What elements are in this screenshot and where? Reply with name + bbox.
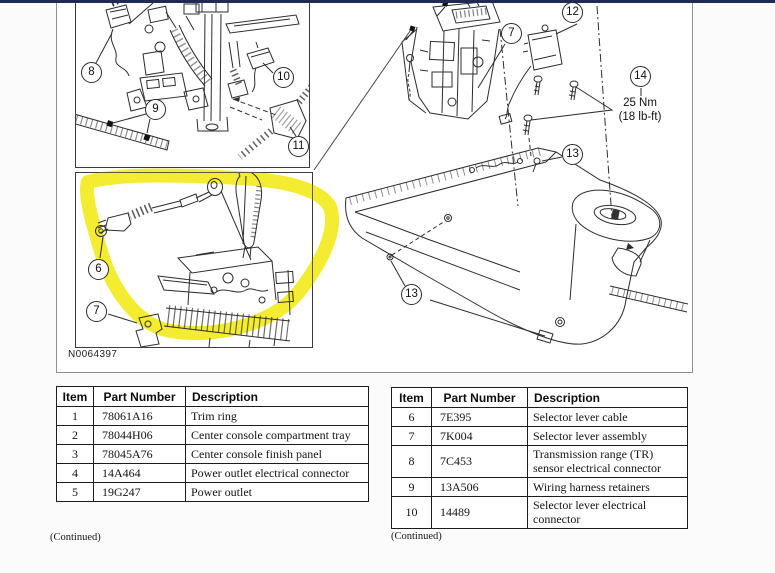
cell-description: Power outlet — [186, 483, 369, 502]
callout-8: 8 — [81, 62, 102, 83]
table-row — [57, 445, 369, 464]
header-part-number: Part Number — [94, 387, 186, 407]
page-top-edge-bar — [0, 0, 775, 3]
continued-note-right: (Continued) — [391, 531, 442, 542]
table-row — [57, 426, 369, 445]
cell-item: 10 — [392, 497, 432, 529]
cell-description: Center console finish panel — [186, 445, 369, 464]
cell-part-number: 7E395 — [432, 408, 528, 427]
callout-10: 10 — [273, 67, 294, 88]
cell-description: Transmission range (TR) sensor electrical connector — [528, 446, 688, 478]
figure-id-label: N0064397 — [68, 349, 118, 360]
cell-description: Selector lever assembly — [528, 427, 688, 446]
callout-13-lower: 13 — [401, 284, 422, 305]
cell-part-number: 7C453 — [432, 446, 528, 478]
header-item: Item — [392, 388, 432, 408]
callout-13-upper: 13 — [562, 144, 583, 165]
cell-part-number: 78045A76 — [94, 445, 186, 464]
table-row — [57, 483, 369, 502]
cell-item: 9 — [392, 478, 432, 497]
cell-part-number: 13A506 — [432, 478, 528, 497]
torque-value-alt: (18 lb-ft) — [618, 110, 662, 123]
table-row — [392, 478, 688, 497]
callout-6: 6 — [88, 259, 109, 280]
cell-item: 8 — [392, 446, 432, 478]
cell-description: Trim ring — [186, 407, 369, 426]
cell-part-number: 78061A16 — [94, 407, 186, 426]
callout-12: 12 — [562, 2, 583, 23]
cell-description: Wiring harness retainers — [528, 478, 688, 497]
header-description: Description — [528, 388, 688, 408]
table-row — [57, 407, 369, 426]
callout-9: 9 — [145, 99, 166, 120]
cell-description: Power outlet electrical connector — [186, 464, 369, 483]
table-row — [392, 427, 688, 446]
callout-11: 11 — [288, 136, 309, 157]
table-row — [57, 464, 369, 483]
header-part-number: Part Number — [432, 388, 528, 408]
cell-item: 7 — [392, 427, 432, 446]
callout-7-detail: 7 — [86, 301, 107, 322]
cell-item: 5 — [57, 483, 94, 502]
cell-item: 4 — [57, 464, 94, 483]
table-row — [392, 446, 688, 478]
table-header-row — [392, 388, 688, 408]
callout-7-main: 7 — [501, 23, 522, 44]
torque-spec-note — [604, 97, 676, 124]
table-row — [392, 497, 688, 529]
cell-part-number: 14489 — [432, 497, 528, 529]
cell-part-number: 14A464 — [94, 464, 186, 483]
cell-item: 2 — [57, 426, 94, 445]
cell-part-number: 19G247 — [94, 483, 186, 502]
cell-description: Selector lever electrical connector — [528, 497, 688, 529]
callout-14: 14 — [630, 66, 651, 87]
parts-table-left — [56, 386, 369, 502]
table-row — [392, 408, 688, 427]
cell-part-number: 78044H06 — [94, 426, 186, 445]
torque-value: 25 Nm — [623, 97, 657, 109]
parts-table-right — [391, 387, 688, 529]
cell-item: 6 — [392, 408, 432, 427]
header-item: Item — [57, 387, 94, 407]
cell-description: Center console compartment tray — [186, 426, 369, 445]
continued-note-left: (Continued) — [50, 532, 101, 543]
cell-part-number: 7K004 — [432, 427, 528, 446]
cell-description: Selector lever cable — [528, 408, 688, 427]
table-header-row — [57, 387, 369, 407]
cell-item: 1 — [57, 407, 94, 426]
header-description: Description — [186, 387, 369, 407]
cell-item: 3 — [57, 445, 94, 464]
